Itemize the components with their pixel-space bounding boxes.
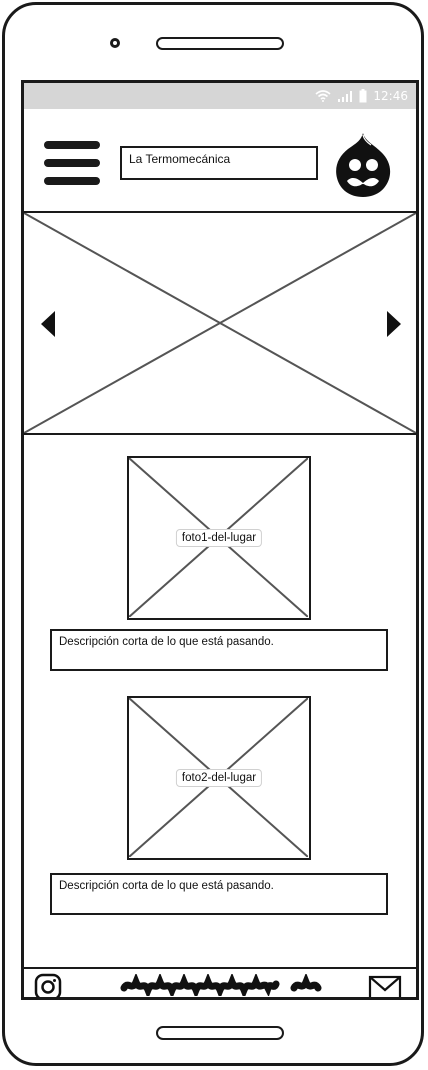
status-bar [24, 83, 416, 109]
phone-frame [2, 2, 424, 1066]
battery-icon [359, 89, 367, 103]
chevron-left-icon[interactable] [39, 309, 59, 339]
drupal-logo-icon[interactable] [334, 131, 392, 199]
post-description-1 [50, 629, 388, 671]
mail-icon[interactable] [368, 975, 402, 1000]
post-description-2 [50, 873, 388, 915]
photo-label: foto2-del-lugar [176, 769, 262, 787]
app-header [24, 109, 416, 213]
post-photo-2[interactable] [127, 696, 311, 860]
hamburger-menu-icon[interactable] [44, 139, 102, 187]
front-camera [110, 38, 120, 48]
scribble-text [118, 974, 328, 996]
photo-label: foto1-del-lugar [176, 529, 262, 547]
chevron-right-icon[interactable] [383, 309, 403, 339]
bottom-bar [24, 967, 416, 1000]
wifi-icon [315, 90, 331, 102]
carousel-image-placeholder [24, 213, 416, 433]
signal-icon [337, 90, 353, 102]
description-text: Descripción corta de lo que está pasando. [59, 636, 274, 648]
site-title: La Termomecánica [129, 152, 231, 166]
earpiece-speaker [156, 37, 284, 50]
description-text: Descripción corta de lo que está pasando. [59, 880, 274, 892]
site-title-field[interactable] [120, 146, 318, 180]
instagram-icon[interactable] [34, 973, 62, 1000]
posts-feed [24, 435, 416, 965]
phone-screen [21, 80, 419, 1000]
home-button[interactable] [156, 1026, 284, 1040]
hero-carousel[interactable] [24, 213, 416, 435]
post-photo-1[interactable] [127, 456, 311, 620]
status-time: 12:46 [373, 89, 408, 103]
